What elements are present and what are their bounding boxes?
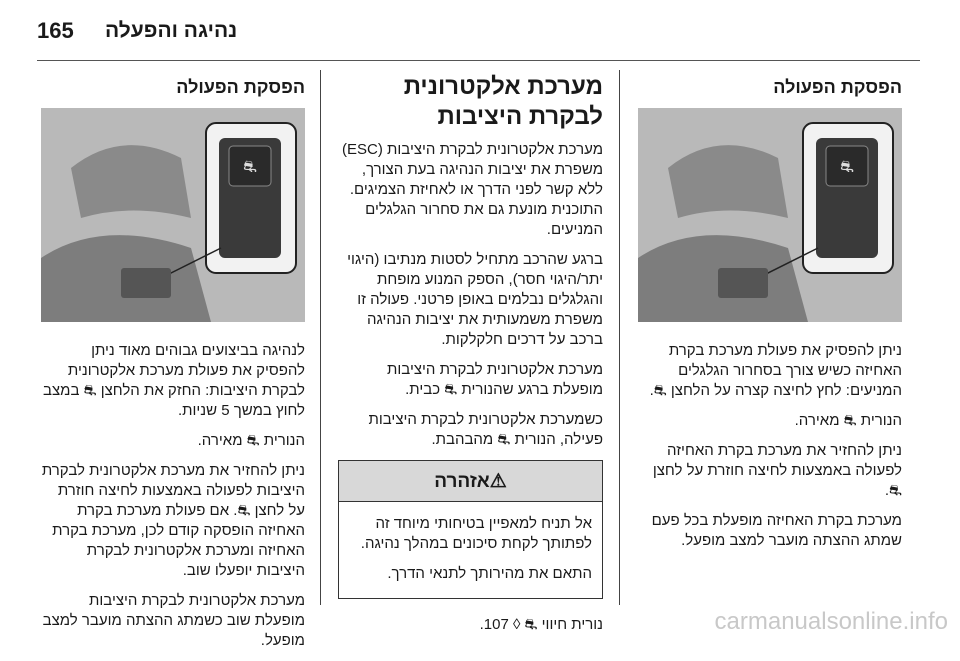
header-divider [37,60,920,61]
page-header [0,0,960,62]
esc-off-button-photo [41,108,305,322]
right-para-3: ניתן להחזיר את מערכת בקרת האחיזה לפעולה באמצעות לחיצה חוזרת על לחצן ⛐. [652,442,902,499]
middle-para-3: מערכת אלקטרונית לבקרת היציבות מופעלת ברגע שהנורית ⛐ כבית. [387,361,603,398]
left-section-title: הפסקת הפעולה [176,77,305,97]
chapter-title: נהיגה והפעלה [105,19,238,42]
indicator-reference: נורית חיווי ⛐ ◊ 107. [479,616,603,633]
column-divider-left [320,70,321,605]
left-column [40,72,305,661]
page-number: 165 [37,18,74,43]
tc-off-button-photo [638,108,902,322]
left-para-1: לנהיגה בביצועים גבוהים מאוד ניתן להפסיק את פעולת מערכת אלקטרונית לבקרת היציבות: החזק את הלחצן ⛐ במצב לחוץ במשך 5 שניות. [43,342,305,419]
middle-para-2: ברגע שהרכב מתחיל לסטות מנתיבו (היגוי יתר/היגוי חסר), הספק המנוע מופחת והגלגלים נבלמים באופן פרטני. פעולה זו משפרת משמעותית את יציבות הנהיגה ברכב על דרכים חלקלקות. [347,251,603,348]
right-para-2: הנורית ⛐ מאירה. [794,412,902,429]
warning-para-2: התאם את מהירותך לתנאי הדרך. [387,565,592,582]
right-column [637,72,902,561]
middle-para-1: מערכת אלקטרונית לבקרת היציבות (ESC) משפרת את יציבות הנהיגה בעת הצורך, ללא קשר לפני הדרך או לאחיזת הצמיגים. התוכנית מונעת גם את סחרור הגלגלים המניעים. [342,141,603,238]
middle-column [338,72,603,645]
esc-section-title: מערכת אלקטרונית לבקרת היציבות [403,73,603,130]
svg-text:⛐: ⛐ [243,157,257,176]
left-para-2: הנורית ⛐ מאירה. [197,432,305,449]
left-para-4: מערכת אלקטרונית לבקרת היציבות מופעלת שוב כשמתג ההצתה מועבר למצב מופעל. [42,592,305,649]
column-divider-right [619,70,620,605]
middle-para-4: כשמערכת אלקטרונית לבקרת היציבות פעילה, הנורית ⛐ מהבהבת. [368,411,603,448]
warning-heading: ⚠אזהרה [339,461,602,502]
warning-box [338,460,603,599]
right-section-title: הפסקת הפעולה [773,77,902,97]
watermark: carmanualsonline.info [714,608,948,635]
right-para-1: ניתן להפסיק את פעולת מערכת בקרת האחיזה כשיש צורך בסחרור הגלגלים המניעים: לחץ לחיצה קצרה על הלחצן ⛐. [649,342,902,399]
left-para-3: ניתן להחזיר את מערכת אלקטרונית לבקרת היציבות לפעולה באמצעות לחיצה חוזרת על לחצן ⛐. אם פעולת מערכת בקרת האחיזה הופסקה קודם לכן, מערכת בקרת האחיזה ומערכת אלקטרונית לבקרת היציבות יופעלו שוב. [41,462,305,579]
svg-text:⛐: ⛐ [840,157,854,176]
right-para-4: מערכת בקרת האחיזה מופעלת בכל פעם שמתג ההצתה מועבר למצב מופעל. [651,512,902,549]
warning-para-1: אל תניח למאפיין בטיחותי מיוחד זה לפתותך לקחת סיכונים במהלך נהיגה. [360,515,592,552]
